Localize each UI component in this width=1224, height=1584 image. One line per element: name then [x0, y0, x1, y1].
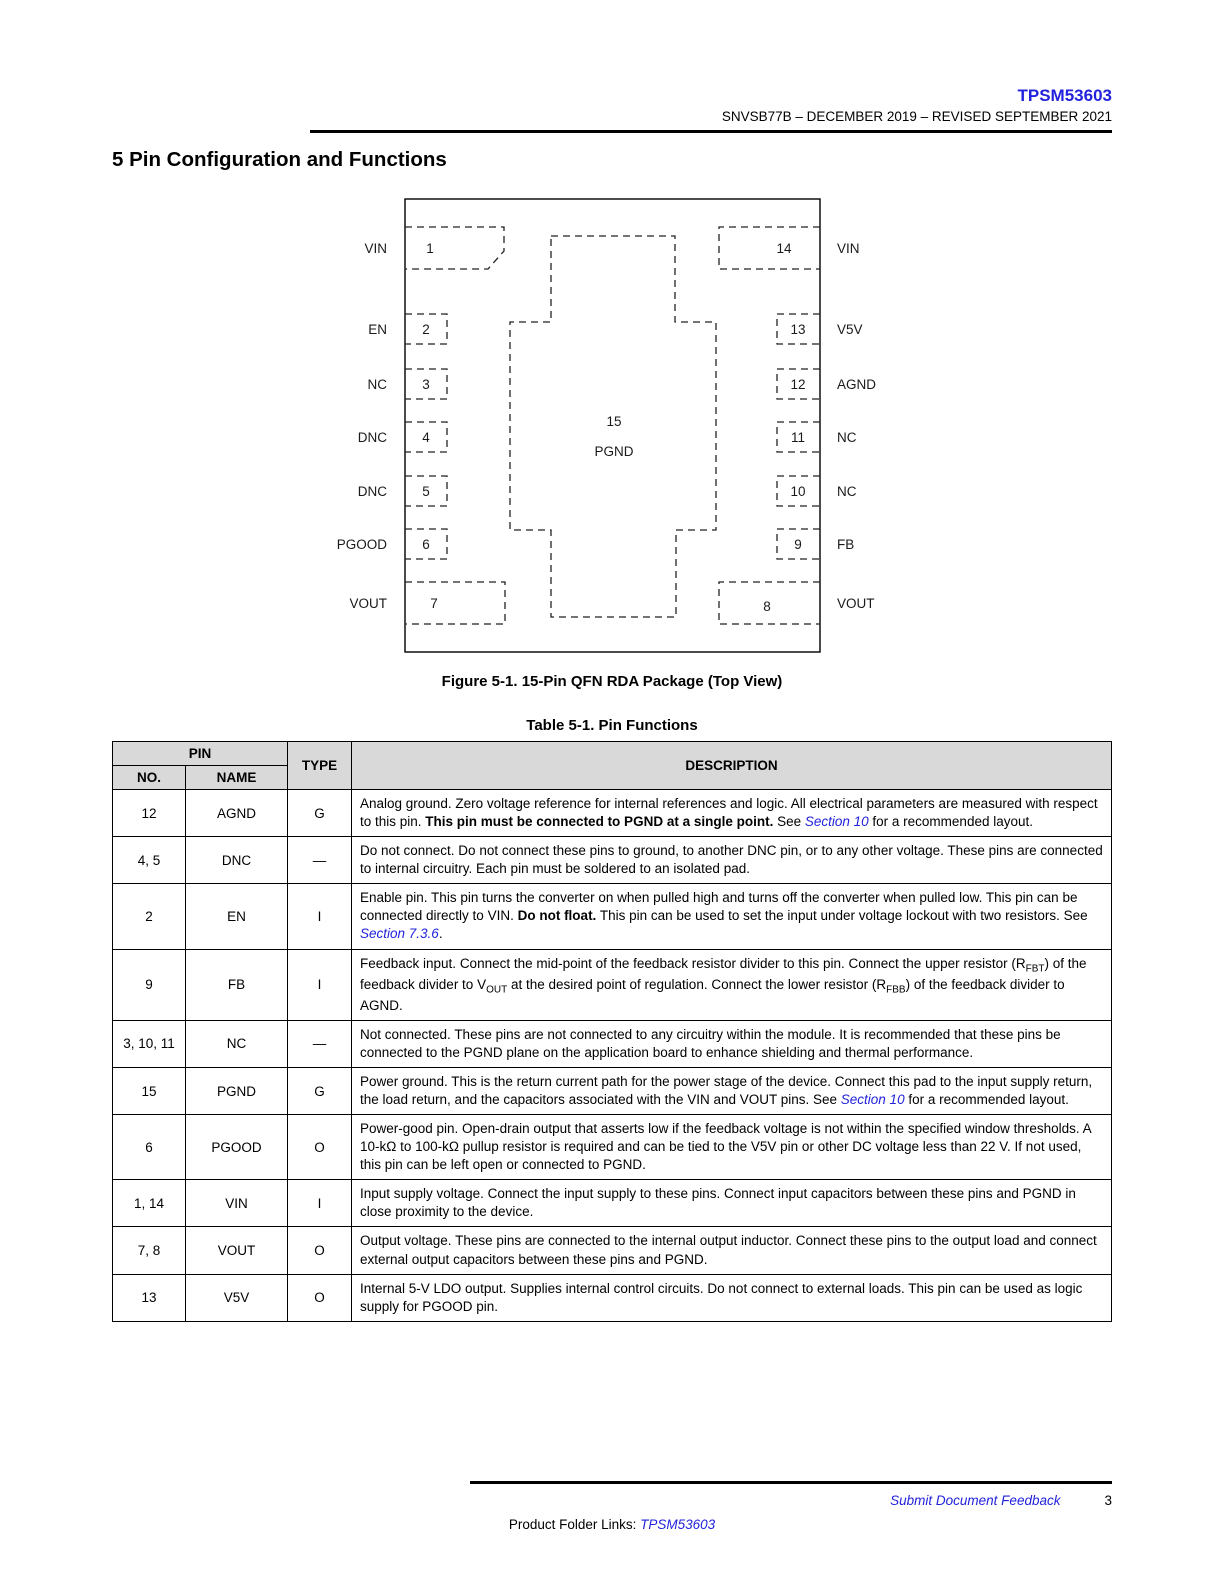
- pin-type-cell: —: [288, 1020, 352, 1067]
- doc-meta: SNVSB77B – DECEMBER 2019 – REVISED SEPTEMBER 2021: [721, 109, 1112, 124]
- figure-caption: Figure 5-1. 15-Pin QFN RDA Package (Top View): [441, 673, 783, 690]
- table-row: [113, 949, 1112, 1020]
- pin-diagram-figure: [112, 194, 1112, 690]
- pin-name-cell: AGND: [186, 790, 288, 837]
- product-folder-link[interactable]: TPSM53603: [640, 1517, 716, 1532]
- pin-label-fb: FB: [837, 537, 855, 552]
- pin-number-2: 2: [422, 322, 430, 337]
- pin-no-cell: 4, 5: [113, 837, 186, 884]
- pin-number-1: 1: [426, 241, 434, 256]
- page-number: 3: [1104, 1493, 1112, 1508]
- footer-rule: [470, 1481, 1112, 1484]
- pin-number-12: 12: [790, 377, 806, 392]
- header-pin: PIN: [113, 742, 288, 766]
- pin-no-cell: 1, 14: [113, 1180, 186, 1227]
- header-type: TYPE: [288, 742, 352, 790]
- pad-number-15: 15: [606, 414, 622, 429]
- pin-name-cell: NC: [186, 1020, 288, 1067]
- pin-description-cell: Input supply voltage. Connect the input supply to these pins. Connect input capacitors between these pins and PGND in close proximity to the device.: [352, 1180, 1112, 1227]
- pin-type-cell: O: [288, 1227, 352, 1274]
- pin-label-en: EN: [368, 322, 387, 337]
- qfn-package-diagram: [327, 194, 897, 659]
- pin-number-10: 10: [790, 484, 806, 499]
- pin-name-cell: PGND: [186, 1067, 288, 1114]
- pin-type-cell: —: [288, 837, 352, 884]
- pin-label-vin-right: VIN: [837, 241, 860, 256]
- pin-name-cell: DNC: [186, 837, 288, 884]
- doc-footer: [112, 1481, 1112, 1532]
- pad-label-pgnd: PGND: [594, 444, 634, 459]
- pin-name-cell: FB: [186, 949, 288, 1020]
- pin-label-v5v: V5V: [837, 322, 863, 337]
- pin-pad-7: [405, 582, 505, 624]
- pin-description-cell: Feedback input. Connect the mid-point of the feedback resistor divider to this pin. Connect the upper resistor $(R_{FBT})$ of the feedback divider to $V_{OUT}$ at the desired point of regulation. Connect the lower resistor $(R_{FBB})$ of the feedback divider to AGND.: [352, 949, 1112, 1020]
- pin-type-cell: I: [288, 949, 352, 1020]
- pin-label-vout-left: VOUT: [349, 596, 387, 611]
- table-row: [113, 1115, 1112, 1180]
- pin-type-cell: G: [288, 1067, 352, 1114]
- pin-label-pgood: PGOOD: [336, 537, 387, 552]
- pin-label-vin-left: VIN: [364, 241, 387, 256]
- pin-name-cell: VIN: [186, 1180, 288, 1227]
- pin-name-cell: VOUT: [186, 1227, 288, 1274]
- pin-description-cell: Output voltage. These pins are connected to the internal output inductor. Connect these pins to the output load and connect external output capacitors between these pins and PGND.: [352, 1227, 1112, 1274]
- pin-description-cell: Power ground. This is the return current path for the power stage of the device. Connect this pad to the input supply return, the load return, and the capacitors associated with the VIN and VOUT pins. See Section 10 for a recommended layout.: [352, 1067, 1112, 1114]
- pin-number-5: 5: [422, 484, 430, 499]
- section-link[interactable]: Section 10: [840, 1092, 905, 1108]
- pin-number-7: 7: [430, 596, 438, 611]
- table-row: [113, 1180, 1112, 1227]
- pin-number-4: 4: [422, 430, 430, 445]
- pin-no-cell: 12: [113, 790, 186, 837]
- pin-label-nc-10: NC: [837, 484, 857, 499]
- pin-label-vout-right: VOUT: [837, 596, 875, 611]
- pin-number-6: 6: [422, 537, 430, 552]
- pin-type-cell: G: [288, 790, 352, 837]
- pin-type-cell: O: [288, 1115, 352, 1180]
- pin-no-cell: 15: [113, 1067, 186, 1114]
- pin-number-8: 8: [763, 599, 771, 614]
- pin-no-cell: 13: [113, 1274, 186, 1321]
- pin-description-cell: Not connected. These pins are not connected to any circuitry within the module. It is recommended that these pins be connected to the PGND plane on the application board to enhance shielding and thermal performance.: [352, 1020, 1112, 1067]
- section-heading: 5 Pin Configuration and Functions: [112, 148, 447, 171]
- pin-number-14: 14: [776, 241, 792, 256]
- pin-pad-1: [405, 227, 504, 269]
- pin-pad-14: [719, 227, 820, 269]
- header-rule: [310, 130, 1112, 133]
- pin-type-cell: O: [288, 1274, 352, 1321]
- header-name: NAME: [186, 766, 288, 790]
- pin-no-cell: 2: [113, 884, 186, 949]
- section-link[interactable]: Section 10: [804, 814, 869, 830]
- pin-description-cell: Enable pin. This pin turns the converter on when pulled high and turns off the converter when pulled low. This pin can be connected directly to VIN. Do not float. This pin can be used to set the input under voltage lockout with two resistors. See Section 7.3.6.: [352, 884, 1112, 949]
- table-row: [113, 884, 1112, 949]
- table-row: [113, 1227, 1112, 1274]
- submit-feedback-link[interactable]: Submit Document Feedback: [890, 1493, 1061, 1508]
- pin-number-9: 9: [794, 537, 802, 552]
- table-header: [113, 742, 1112, 790]
- table-title: Table 5-1. Pin Functions: [526, 717, 698, 734]
- pin-no-cell: 6: [113, 1115, 186, 1180]
- pin-name-cell: PGOOD: [186, 1115, 288, 1180]
- product-folder-prefix: Product Folder Links:: [508, 1517, 641, 1532]
- part-number-link[interactable]: TPSM53603: [1017, 86, 1112, 105]
- pin-no-cell: 7, 8: [113, 1227, 186, 1274]
- product-folder-line: [112, 1517, 1112, 1532]
- pin-number-13: 13: [790, 322, 806, 337]
- pin-no-cell: 9: [113, 949, 186, 1020]
- pin-description-cell: Analog ground. Zero voltage reference for internal references and logic. All electrical parameters are measured with respect to this pin. This pin must be connected to PGND at a single point. See Section 10 for a recommended layout.: [352, 790, 1112, 837]
- pin-description-cell: Do not connect. Do not connect these pins to ground, to another DNC pin, or to any other voltage. These pins are connected to internal circuitry. Each pin must be soldered to an isolated pad.: [352, 837, 1112, 884]
- doc-header: [112, 86, 1112, 133]
- pin-table-body: [113, 790, 1112, 1322]
- pin-label-nc-11: NC: [837, 430, 857, 445]
- pin-label-agnd: AGND: [837, 377, 877, 392]
- pin-label-nc-left: NC: [367, 377, 387, 392]
- table-row: [113, 790, 1112, 837]
- pin-type-cell: I: [288, 1180, 352, 1227]
- pin-name-cell: V5V: [186, 1274, 288, 1321]
- pin-number-11: 11: [790, 430, 806, 445]
- pin-description-cell: Internal 5-V LDO output. Supplies internal control circuits. Do not connect to external loads. This pin can be used as logic supply for PGOOD pin.: [352, 1274, 1112, 1321]
- header-no: NO.: [113, 766, 186, 790]
- pin-no-cell: 3, 10, 11: [113, 1020, 186, 1067]
- pin-type-cell: I: [288, 884, 352, 949]
- header-description: DESCRIPTION: [352, 742, 1112, 790]
- pin-label-dnc-5: DNC: [357, 484, 387, 499]
- pin-number-3: 3: [422, 377, 430, 392]
- table-row: [113, 837, 1112, 884]
- pin-functions-table: [112, 741, 1112, 1322]
- pin-label-dnc-4: DNC: [357, 430, 387, 445]
- pin-description-cell: Power-good pin. Open-drain output that asserts low if the feedback voltage is not within the specified window thresholds. A 10-kΩ to 100-kΩ pullup resistor is required and can be tied to the V5V pin or other DC voltage less than 22 V. If not used, this pin can be left open or connected to PGND.: [352, 1115, 1112, 1180]
- section-link[interactable]: Section 7.3.6: [360, 926, 439, 942]
- table-row: [113, 1067, 1112, 1114]
- table-row: [113, 1274, 1112, 1321]
- table-row: [113, 1020, 1112, 1067]
- pin-name-cell: EN: [186, 884, 288, 949]
